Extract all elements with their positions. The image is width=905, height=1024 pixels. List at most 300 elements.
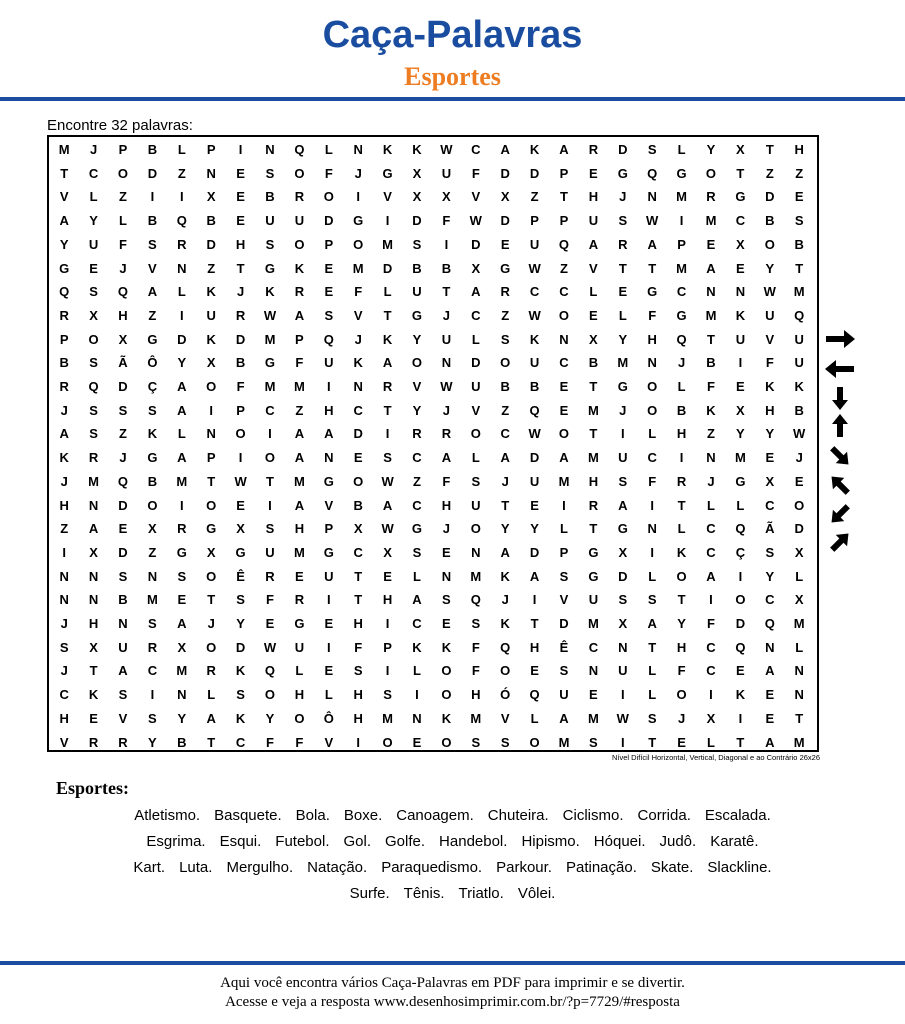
up-left-arrow-icon bbox=[822, 472, 858, 498]
grid-letter: S bbox=[265, 521, 275, 537]
grid-letter: I bbox=[268, 497, 272, 513]
grid-letter: G bbox=[176, 544, 187, 560]
right-arrow-icon bbox=[822, 326, 858, 352]
grid-letter: K bbox=[412, 639, 422, 655]
grid-letter: T bbox=[736, 165, 745, 181]
grid-letter: N bbox=[735, 284, 746, 300]
grid-letter: U bbox=[412, 284, 422, 300]
grid-letter: K bbox=[59, 450, 69, 466]
word-item: Futebol. bbox=[275, 833, 330, 850]
grid-letter: E bbox=[736, 260, 745, 276]
word-list-title: Esportes: bbox=[56, 778, 129, 798]
grid-letter: N bbox=[706, 450, 716, 466]
grid-letter: H bbox=[765, 402, 775, 418]
grid-letter: J bbox=[707, 473, 715, 489]
grid-letter: X bbox=[177, 639, 187, 655]
grid-letter: C bbox=[471, 142, 481, 157]
grid-letter: C bbox=[235, 734, 246, 750]
word-item: Skate. bbox=[650, 859, 694, 876]
grid-letter: P bbox=[677, 236, 686, 252]
grid-letter: L bbox=[707, 497, 715, 513]
grid-letter: L bbox=[677, 521, 686, 537]
grid-letter: I bbox=[150, 687, 155, 703]
grid-letter: S bbox=[500, 331, 510, 347]
grid-letter: I bbox=[62, 544, 66, 560]
grid-letter: L bbox=[89, 189, 98, 205]
grid-letter: K bbox=[206, 331, 216, 347]
grid-letter: X bbox=[442, 189, 451, 205]
grid-letter: Q bbox=[735, 521, 746, 537]
page-title: Caça-Palavras bbox=[322, 14, 583, 56]
grid-letter: A bbox=[647, 236, 657, 252]
grid-letter: Y bbox=[177, 355, 187, 371]
grid-letter: Z bbox=[501, 402, 510, 418]
grid-letter: Q bbox=[88, 379, 99, 394]
grid-letter: N bbox=[177, 260, 187, 276]
grid-letter: B bbox=[765, 213, 775, 229]
grid-letter: E bbox=[500, 236, 510, 252]
grid-letter: O bbox=[500, 663, 511, 679]
grid-letter: N bbox=[588, 663, 599, 679]
grid-letter: F bbox=[295, 355, 304, 371]
word-search-grid bbox=[47, 135, 819, 752]
grid-letter: P bbox=[559, 165, 569, 181]
level-note: Nível Difícil Horizontal, Vertical, Diagonal e ao Contrário 26x26 bbox=[611, 753, 820, 762]
grid-letter: P bbox=[206, 142, 216, 157]
grid-letter: F bbox=[236, 379, 245, 394]
grid-letter: M bbox=[352, 260, 364, 276]
grid-letter: V bbox=[412, 379, 422, 394]
grid-letter: S bbox=[500, 734, 510, 750]
grid-letter: D bbox=[471, 236, 481, 252]
grid-letter: B bbox=[59, 355, 69, 371]
grid-letter: M bbox=[587, 402, 599, 418]
grid-letter: T bbox=[736, 734, 745, 750]
grid-letter: A bbox=[177, 450, 187, 466]
grid-letter: K bbox=[382, 331, 393, 347]
grid-letter: K bbox=[735, 307, 746, 323]
grid-letter: D bbox=[206, 236, 216, 252]
grid-letter: E bbox=[765, 687, 775, 703]
grid-letter: H bbox=[294, 521, 305, 537]
grid-letter: F bbox=[119, 236, 127, 252]
grid-letter: U bbox=[265, 213, 275, 229]
grid-letter: P bbox=[530, 213, 539, 229]
grid-letter: C bbox=[353, 402, 363, 418]
grid-letter: Y bbox=[618, 331, 628, 347]
grid-letter: B bbox=[353, 497, 363, 513]
grid-letter: B bbox=[500, 379, 510, 394]
grid-letter: S bbox=[383, 450, 392, 466]
grid-letter: G bbox=[588, 568, 599, 584]
grid-letter: A bbox=[382, 355, 393, 371]
direction-legend bbox=[822, 320, 862, 560]
grid-letter: J bbox=[442, 307, 450, 323]
word-item: Golfe. bbox=[385, 833, 426, 850]
grid-letter: G bbox=[617, 165, 628, 181]
page-subtitle: Esportes bbox=[404, 62, 501, 91]
grid-letter: S bbox=[118, 402, 128, 418]
grid-letter: O bbox=[411, 355, 423, 371]
grid-letter: H bbox=[294, 687, 305, 703]
grid-letter: C bbox=[59, 687, 69, 703]
grid-letter: Q bbox=[529, 687, 540, 703]
grid-letter: A bbox=[294, 497, 305, 513]
grid-letter: U bbox=[529, 236, 540, 252]
grid-letter: Y bbox=[236, 616, 245, 631]
word-list bbox=[40, 803, 865, 907]
grid-letter: T bbox=[266, 473, 274, 489]
grid-letter: U bbox=[441, 331, 452, 347]
grid-letter: E bbox=[677, 734, 686, 750]
grid-letter: S bbox=[324, 307, 334, 323]
grid-letter: P bbox=[383, 639, 392, 655]
grid-letter: H bbox=[441, 497, 452, 513]
down-right-arrow-icon bbox=[822, 443, 858, 469]
grid-letter: X bbox=[412, 189, 422, 205]
grid-letter: I bbox=[326, 592, 331, 608]
grid-letter: S bbox=[647, 710, 657, 726]
grid-letter: S bbox=[148, 710, 157, 726]
grid-letter: V bbox=[471, 189, 481, 205]
grid-letter: K bbox=[500, 568, 510, 584]
grid-letter: D bbox=[177, 331, 187, 347]
grid-letter: F bbox=[471, 639, 480, 655]
grid-letter: J bbox=[354, 165, 362, 181]
grid-letter: X bbox=[794, 544, 804, 560]
grid-letter: J bbox=[677, 355, 686, 371]
grid-letter: W bbox=[234, 473, 247, 489]
grid-letter: A bbox=[88, 521, 99, 537]
word-item: Escalada. bbox=[704, 807, 771, 824]
grid-letter: O bbox=[647, 379, 658, 394]
grid-letter: E bbox=[559, 379, 569, 394]
grid-letter: C bbox=[706, 544, 716, 560]
grid-letter: P bbox=[324, 236, 334, 252]
grid-letter: T bbox=[207, 734, 216, 750]
grid-letter: T bbox=[677, 497, 686, 513]
grid-letter: O bbox=[206, 379, 217, 394]
grid-letter: S bbox=[471, 734, 481, 750]
grid-letter: X bbox=[618, 616, 628, 631]
grid-letter: A bbox=[147, 284, 158, 300]
grid-letter: E bbox=[589, 165, 598, 181]
grid-letter: E bbox=[736, 663, 745, 679]
grid-letter: Z bbox=[413, 473, 421, 489]
grid-letter: X bbox=[412, 165, 422, 181]
grid-letter: M bbox=[58, 142, 70, 157]
grid-letter: H bbox=[88, 616, 99, 631]
grid-letter: U bbox=[441, 165, 452, 181]
grid-letter: O bbox=[558, 307, 570, 323]
grid-letter: T bbox=[530, 616, 539, 631]
grid-letter: D bbox=[618, 568, 628, 584]
grid-letter: E bbox=[265, 616, 275, 631]
word-item: Esgrima. bbox=[146, 833, 206, 850]
grid-letter: L bbox=[795, 568, 804, 584]
grid-letter: R bbox=[206, 663, 216, 679]
grid-letter: B bbox=[588, 355, 599, 371]
grid-letter: Q bbox=[735, 639, 746, 655]
grid-letter: E bbox=[324, 663, 334, 679]
grid-letter: Z bbox=[148, 544, 157, 560]
grid-letter: C bbox=[676, 284, 687, 300]
grid-letter: C bbox=[471, 307, 481, 323]
grid-letter: X bbox=[736, 142, 745, 157]
grid-letter: K bbox=[412, 142, 422, 157]
grid-letter: Q bbox=[294, 142, 305, 157]
grid-letter: P bbox=[559, 544, 569, 560]
grid-letter: X bbox=[471, 260, 481, 276]
grid-letter: Y bbox=[59, 236, 69, 252]
grid-letter: J bbox=[60, 473, 68, 489]
grid-letter: K bbox=[206, 284, 216, 300]
grid-letter: C bbox=[88, 165, 99, 181]
grid-letter: N bbox=[647, 521, 657, 537]
grid-letter: R bbox=[706, 189, 716, 205]
grid-letter: H bbox=[59, 497, 69, 513]
instruction-text: Encontre 32 palavras: bbox=[47, 117, 193, 134]
grid-letter: A bbox=[412, 592, 422, 608]
grid-letter: M bbox=[676, 260, 687, 276]
grid-letter: I bbox=[650, 544, 654, 560]
grid-letter: O bbox=[235, 426, 246, 442]
word-item: Bola. bbox=[295, 807, 330, 824]
grid-letter: T bbox=[207, 592, 216, 608]
grid-letter: A bbox=[559, 710, 569, 726]
grid-letter: T bbox=[60, 165, 69, 181]
grid-letter: O bbox=[647, 402, 658, 418]
grid-letter: E bbox=[324, 284, 334, 300]
grid-letter: R bbox=[382, 379, 393, 394]
grid-letter: R bbox=[59, 379, 69, 394]
grid-letter: X bbox=[206, 544, 216, 560]
word-item: Triatlo. bbox=[458, 885, 504, 902]
grid-letter: D bbox=[118, 544, 128, 560]
grid-letter: X bbox=[206, 355, 216, 371]
grid-letter: B bbox=[794, 402, 804, 418]
grid-letter: Q bbox=[647, 165, 658, 181]
grid-letter: T bbox=[354, 592, 363, 608]
word-item: Luta. bbox=[179, 859, 213, 876]
grid-letter: G bbox=[647, 284, 658, 300]
grid-letter: L bbox=[560, 521, 568, 537]
grid-letter: L bbox=[677, 379, 686, 394]
grid-letter: I bbox=[738, 355, 743, 371]
grid-letter: E bbox=[559, 402, 569, 418]
grid-letter: N bbox=[647, 189, 657, 205]
grid-letter: G bbox=[500, 260, 511, 276]
grid-letter: L bbox=[413, 568, 421, 584]
grid-letter: J bbox=[354, 331, 362, 347]
grid-letter: W bbox=[528, 307, 541, 323]
grid-letter: X bbox=[89, 307, 98, 323]
grid-letter: I bbox=[238, 450, 243, 466]
grid-letter: O bbox=[470, 521, 481, 537]
grid-letter: N bbox=[118, 616, 128, 631]
grid-letter: K bbox=[735, 687, 746, 703]
grid-letter: A bbox=[559, 142, 569, 157]
grid-letter: Z bbox=[177, 165, 186, 181]
grid-letter: V bbox=[59, 734, 69, 750]
grid-letter: Q bbox=[323, 331, 334, 347]
grid-letter: O bbox=[294, 236, 305, 252]
down-arrow-icon bbox=[822, 385, 858, 411]
grid-letter: C bbox=[529, 284, 540, 300]
grid-letter: N bbox=[765, 639, 775, 655]
grid-letter: E bbox=[794, 473, 804, 489]
grid-letter: K bbox=[235, 710, 246, 726]
grid-letter: E bbox=[442, 544, 451, 560]
word-item: Vôlei. bbox=[517, 885, 556, 902]
grid-letter: X bbox=[353, 521, 363, 537]
word-line bbox=[40, 855, 865, 881]
grid-letter: S bbox=[442, 592, 451, 608]
grid-letter: W bbox=[528, 260, 541, 276]
word-line bbox=[40, 881, 865, 907]
grid-letter: H bbox=[588, 189, 599, 205]
grid-letter: Z bbox=[530, 189, 539, 205]
grid-letter: O bbox=[470, 426, 481, 442]
word-item: Patinação. bbox=[565, 859, 637, 876]
grid-letter: V bbox=[324, 497, 334, 513]
grid-letter: U bbox=[294, 213, 305, 229]
grid-letter: K bbox=[353, 355, 363, 371]
grid-letter: J bbox=[619, 402, 627, 418]
grid-letter: M bbox=[293, 544, 305, 560]
grid-letter: K bbox=[529, 142, 540, 157]
grid-letter: D bbox=[765, 189, 775, 205]
grid-letter: P bbox=[59, 331, 69, 347]
grid-letter: L bbox=[648, 426, 657, 442]
grid-letter: X bbox=[736, 402, 745, 418]
grid-letter: N bbox=[706, 284, 716, 300]
grid-letter: N bbox=[441, 568, 452, 584]
grid-letter: Q bbox=[794, 307, 805, 323]
grid-letter: O bbox=[529, 734, 540, 750]
grid-letter: Y bbox=[500, 521, 510, 537]
grid-letter: R bbox=[118, 734, 128, 750]
grid-letter: L bbox=[413, 663, 421, 679]
grid-letter: N bbox=[59, 592, 69, 608]
grid-letter: R bbox=[88, 450, 99, 466]
grid-letter: O bbox=[353, 236, 364, 252]
grid-letter: H bbox=[235, 236, 246, 252]
grid-letter: U bbox=[471, 497, 481, 513]
grid-letter: P bbox=[236, 402, 245, 418]
grid-letter: T bbox=[795, 710, 804, 726]
grid-letter: O bbox=[735, 592, 746, 608]
grid-letter: D bbox=[147, 165, 158, 181]
grid-letter: Q bbox=[264, 663, 276, 679]
grid-letter: Ê bbox=[236, 568, 245, 584]
grid-letter: S bbox=[647, 142, 657, 157]
grid-letter: H bbox=[382, 592, 393, 608]
grid-letter: U bbox=[588, 592, 599, 608]
grid-letter: A bbox=[177, 616, 187, 631]
grid-letter: Q bbox=[59, 284, 70, 300]
grid-letter: N bbox=[441, 355, 452, 371]
word-item: Hóquei. bbox=[593, 833, 646, 850]
grid-letter: D bbox=[118, 497, 128, 513]
grid-letter: E bbox=[236, 189, 245, 205]
grid-letter: M bbox=[558, 734, 570, 750]
grid-letter: Y bbox=[765, 260, 775, 276]
grid-letter: B bbox=[676, 402, 687, 418]
grid-letter: F bbox=[266, 734, 274, 750]
grid-letter: E bbox=[383, 568, 392, 584]
grid-letter: I bbox=[179, 307, 184, 323]
grid-letter: X bbox=[118, 331, 128, 347]
grid-letter: R bbox=[59, 307, 69, 323]
grid-letter: E bbox=[618, 284, 628, 300]
grid-letter: N bbox=[265, 142, 275, 157]
grid-letter: G bbox=[235, 544, 246, 560]
grid-letter: X bbox=[89, 639, 98, 655]
grid-letter: U bbox=[324, 355, 334, 371]
grid-letter: M bbox=[734, 450, 746, 466]
grid-letter: T bbox=[795, 260, 804, 276]
grid-letter: M bbox=[793, 616, 805, 631]
grid-letter: J bbox=[677, 710, 686, 726]
grid-letter: R bbox=[588, 497, 599, 513]
grid-letter: W bbox=[263, 639, 277, 655]
grid-letter: J bbox=[619, 189, 627, 205]
grid-letter: T bbox=[648, 734, 657, 750]
grid-letter: I bbox=[385, 663, 390, 679]
word-item: Canoagem. bbox=[396, 807, 474, 824]
grid-letter: N bbox=[412, 710, 422, 726]
grid-letter: S bbox=[118, 568, 128, 584]
grid-letter: A bbox=[529, 568, 540, 584]
grid-letter: R bbox=[618, 236, 628, 252]
grid-letter: R bbox=[294, 189, 305, 205]
grid-letter: Z bbox=[207, 260, 216, 276]
grid-letter: D bbox=[382, 260, 393, 276]
grid-letter: A bbox=[706, 568, 716, 584]
grid-letter: P bbox=[206, 450, 216, 466]
grid-letter: D bbox=[471, 355, 481, 371]
grid-letter: K bbox=[294, 260, 305, 276]
grid-letter: W bbox=[440, 379, 453, 394]
grid-letter: R bbox=[588, 142, 599, 157]
grid-letter: M bbox=[293, 473, 305, 489]
grid-letter: M bbox=[558, 473, 570, 489]
grid-letter: M bbox=[176, 663, 188, 679]
grid-letter: U bbox=[735, 331, 746, 347]
grid-letter: E bbox=[353, 450, 363, 466]
grid-letter: U bbox=[294, 639, 305, 655]
grid-letter: J bbox=[119, 450, 127, 466]
grid-letter: G bbox=[676, 165, 687, 181]
grid-letter: V bbox=[148, 260, 157, 276]
grid-letter: B bbox=[441, 260, 452, 276]
grid-letter: U bbox=[529, 473, 540, 489]
grid-letter: M bbox=[382, 710, 393, 726]
grid-letter: B bbox=[206, 213, 216, 229]
grid-letter: K bbox=[265, 284, 275, 300]
grid-letter: J bbox=[60, 616, 68, 631]
grid-letter: S bbox=[471, 616, 481, 631]
grid-letter: S bbox=[559, 663, 569, 679]
grid-letter: E bbox=[236, 497, 245, 513]
grid-letter: C bbox=[412, 450, 422, 466]
grid-letter: T bbox=[589, 521, 598, 537]
grid-letter: A bbox=[294, 426, 305, 442]
grid-letter: H bbox=[59, 710, 69, 726]
grid-letter: L bbox=[648, 568, 657, 584]
grid-letter: Q bbox=[764, 616, 775, 631]
